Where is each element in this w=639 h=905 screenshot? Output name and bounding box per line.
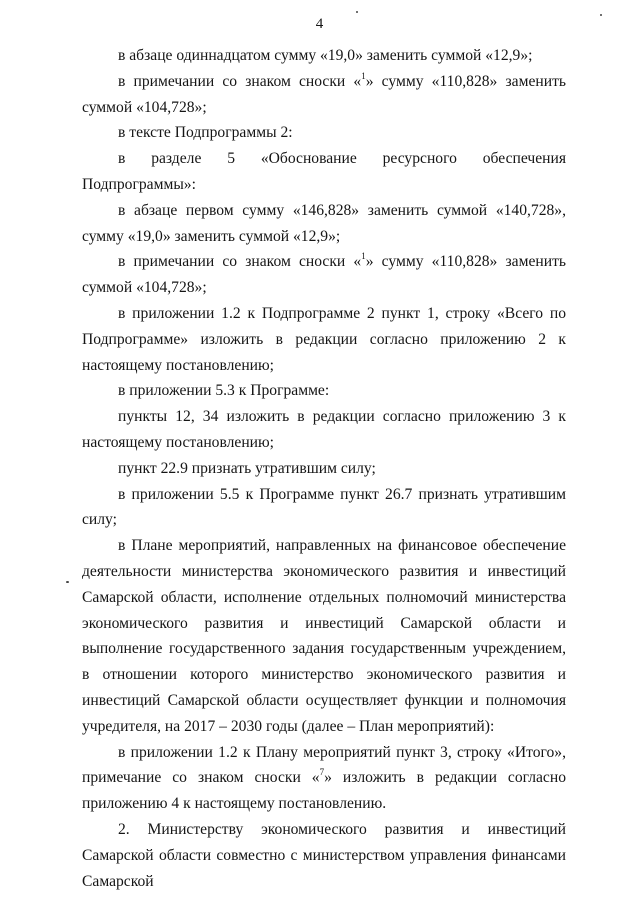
page-number: 4 <box>315 16 324 32</box>
paragraph-9: пункты 12, 34 изложить в редакции согласно приложению 3 к настоящему постановлению; <box>82 408 566 451</box>
footnote-mark: 1 <box>361 251 366 262</box>
footnote-mark: 7 <box>319 767 325 778</box>
paragraph-8: в приложении 5.3 к Программе: <box>118 382 330 400</box>
paragraph-12: в Плане мероприятий, направленных на финансовое обеспечение деятельности министерства экономического развития и инвестиций Самарской области, исполнение отдельных полномочий министерства экономического развития и инвестиций Самарской области и выполнение государственного задания государственным учреждением, в отношении которого министерство экономического развития и инвестиций Самарской области осуществляет функции и полномочия учредителя, на 2017 – 2030 годы (далее – План мероприятий): <box>82 537 566 735</box>
paragraph-2: в примечании со знаком сноски «$^1$» сумму «110,828» заменить суммой «104,728»; <box>82 70 566 116</box>
paragraph-5: в абзаце первом сумму «146,828» заменить суммой «140,728», сумму «19,0» заменить суммой «12,9»; <box>82 201 566 245</box>
paragraph-6: в примечании со знаком сноски «$^1$» сумму «110,828» заменить суммой «104,728»; <box>82 251 566 297</box>
paragraph-3: в тексте Подпрограммы 2: <box>118 124 293 142</box>
document-body <box>82 43 566 894</box>
paragraph-13: в приложении 1.2 к Плану мероприятий пункт 3, строку «Итого», примечание со знаком сноски «$^7$» изложить в редакции согласно приложению 4 к настоящему постановлению. <box>82 743 566 813</box>
scan-speck <box>600 14 602 16</box>
paragraph-7: в приложении 1.2 к Подпрограмме 2 пункт 1, строку «Всего по Подпрограмме» изложить в редакции согласно приложению 2 к настоящему постановлению; <box>82 304 566 374</box>
paragraph-10: пункт 22.9 признать утратившим силу; <box>118 459 376 477</box>
paragraph-14: 2. Министерству экономического развития и инвестиций Самарской области совместно с министерством управления финансами Самарской <box>82 820 566 890</box>
paragraph-1: в абзаце одиннадцатом сумму «19,0» заменить суммой «12,9»; <box>118 47 533 64</box>
scan-speck <box>356 11 358 13</box>
paragraph-11: в приложении 5.5 к Программе пункт 26.7 признать утратившим силу; <box>82 485 566 529</box>
paragraph-4: в разделе 5 «Обоснование ресурсного обеспечения Подпрограммы»: <box>82 150 566 193</box>
scan-speck <box>66 581 69 583</box>
footnote-mark: 1 <box>361 70 366 81</box>
